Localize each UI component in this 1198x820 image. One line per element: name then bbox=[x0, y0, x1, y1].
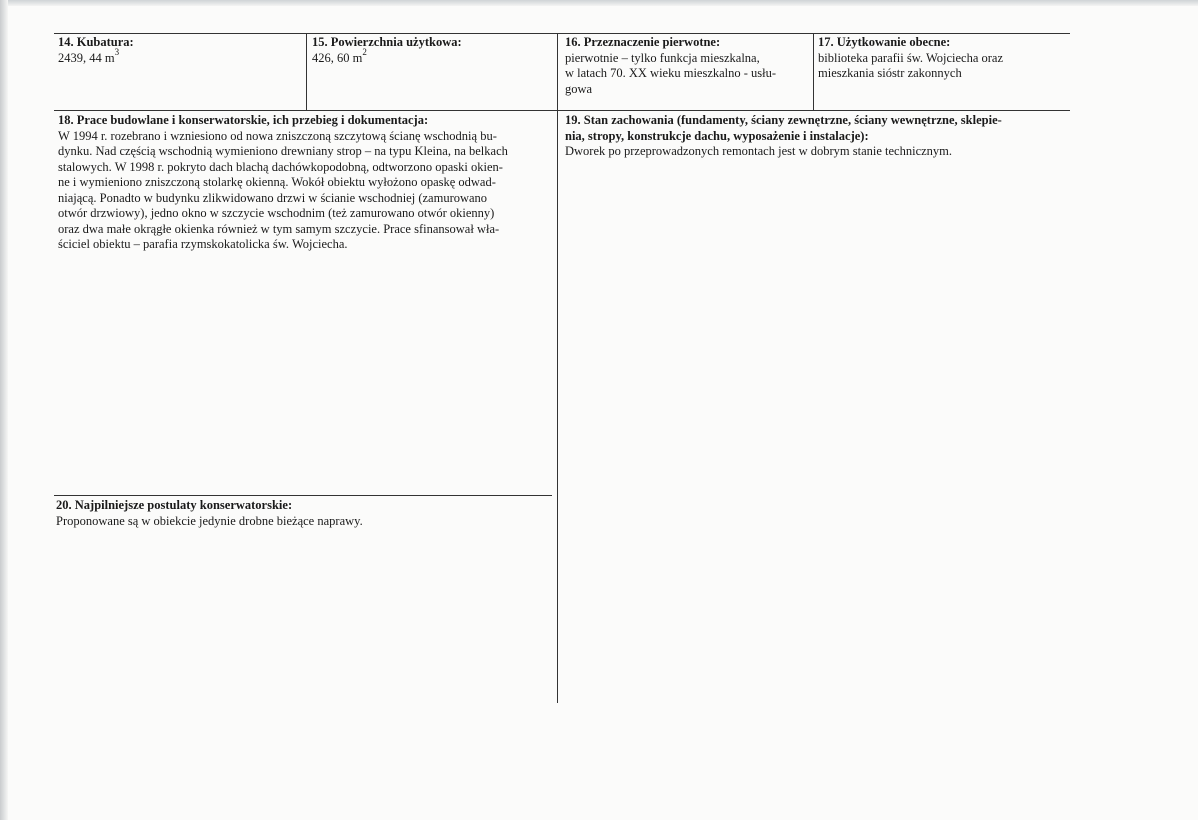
prace-line: otwór drzwiowy), jedno okno w szczycie wschodnim (też zamurowano otwór okienny) bbox=[58, 206, 495, 220]
column-divider-3 bbox=[813, 33, 814, 111]
powierzchnia-cell bbox=[312, 35, 552, 66]
table-top-border bbox=[54, 33, 1070, 34]
prace-line: ne i wymieniono zniszczoną stolarkę okienną. Wokół obiektu wyłożono opaskę odwad- bbox=[58, 175, 496, 189]
column-divider-1 bbox=[306, 33, 307, 111]
kubatura-value: 2439, 44 $m^3$ bbox=[58, 47, 120, 65]
prace-label: 18. Prace budowlane i konserwatorskie, ich przebieg i dokumentacja: bbox=[58, 113, 429, 127]
przeznaczenie-line: w latach 70. XX wieku mieszkalno - usłu- bbox=[565, 66, 777, 80]
przeznaczenie-label: 16. Przeznaczenie pierwotne: bbox=[565, 35, 721, 49]
scan-edge-top bbox=[0, 0, 1198, 6]
przeznaczenie-line: gowa bbox=[565, 81, 593, 96]
kubatura-unit-power: 3 bbox=[114, 47, 120, 58]
row-divider-1 bbox=[54, 110, 1070, 111]
prace-line: ściciel obiektu – parafia rzymskokatolicka św. Wojciecha. bbox=[58, 237, 348, 251]
prace-cell bbox=[58, 113, 552, 253]
przeznaczenie-line: pierwotnie – tylko funkcja mieszkalna, bbox=[565, 50, 760, 65]
scan-edge-left bbox=[0, 0, 8, 820]
kubatura-label: 14. Kubatura: bbox=[58, 35, 134, 49]
row-divider-postulaty bbox=[54, 495, 552, 496]
prace-line: W 1994 r. rozebrano i wzniesiono od nowa zniszczoną szczytową ścianę wschodnią bu- bbox=[58, 128, 497, 143]
stan-value: Dworek po przeprowadzonych remontach jest w dobrym stanie technicznym. bbox=[565, 144, 953, 158]
prace-line: stalowych. W 1998 r. pokryto dach blachą dachówkopodobną, odtworzono opaski okien- bbox=[58, 159, 503, 174]
uzytkowanie-line: mieszkania sióstr zakonnych bbox=[818, 66, 962, 80]
stan-cell bbox=[565, 113, 1065, 160]
stan-label-line: 19. Stan zachowania (fundamenty, ściany zewnętrzne, ściany wewnętrzne, sklepie- bbox=[565, 113, 1002, 127]
kubatura-cell bbox=[58, 35, 302, 66]
column-divider-2 bbox=[557, 33, 558, 703]
prace-line: niającą. Ponadto w budynku zlikwidowano drzwi w ścianie wschodniej (zamurowano bbox=[58, 190, 488, 205]
prace-line: dynku. Nad częścią wschodnią wymieniono drewniany strop – na typu Kleina, na belkach bbox=[58, 144, 508, 158]
uzytkowanie-line: biblioteka parafii św. Wojciecha oraz bbox=[818, 50, 1004, 65]
powierzchnia-value: 426, 60 $m^2$ bbox=[312, 47, 367, 65]
prace-line: oraz dwa małe okrągłe okienka również w tym samym szczycie. Prace sfinansował wła- bbox=[58, 221, 500, 236]
postulaty-cell bbox=[56, 498, 550, 529]
przeznaczenie-cell bbox=[565, 35, 809, 97]
powierzchnia-label: 15. Powierzchnia użytkowa: bbox=[312, 35, 462, 49]
postulaty-value: Proponowane są w obiekcie jedynie drobne bieżące naprawy. bbox=[56, 513, 363, 528]
stan-label-line: nia, stropy, konstrukcje dachu, wyposażenie i instalacje): bbox=[565, 128, 869, 143]
powierzchnia-unit-power: 2 bbox=[362, 47, 367, 58]
uzytkowanie-cell bbox=[818, 35, 1068, 82]
postulaty-label: 20. Najpilniejsze postulaty konserwatorskie: bbox=[56, 498, 293, 512]
uzytkowanie-label: 17. Użytkowanie obecne: bbox=[818, 35, 951, 49]
